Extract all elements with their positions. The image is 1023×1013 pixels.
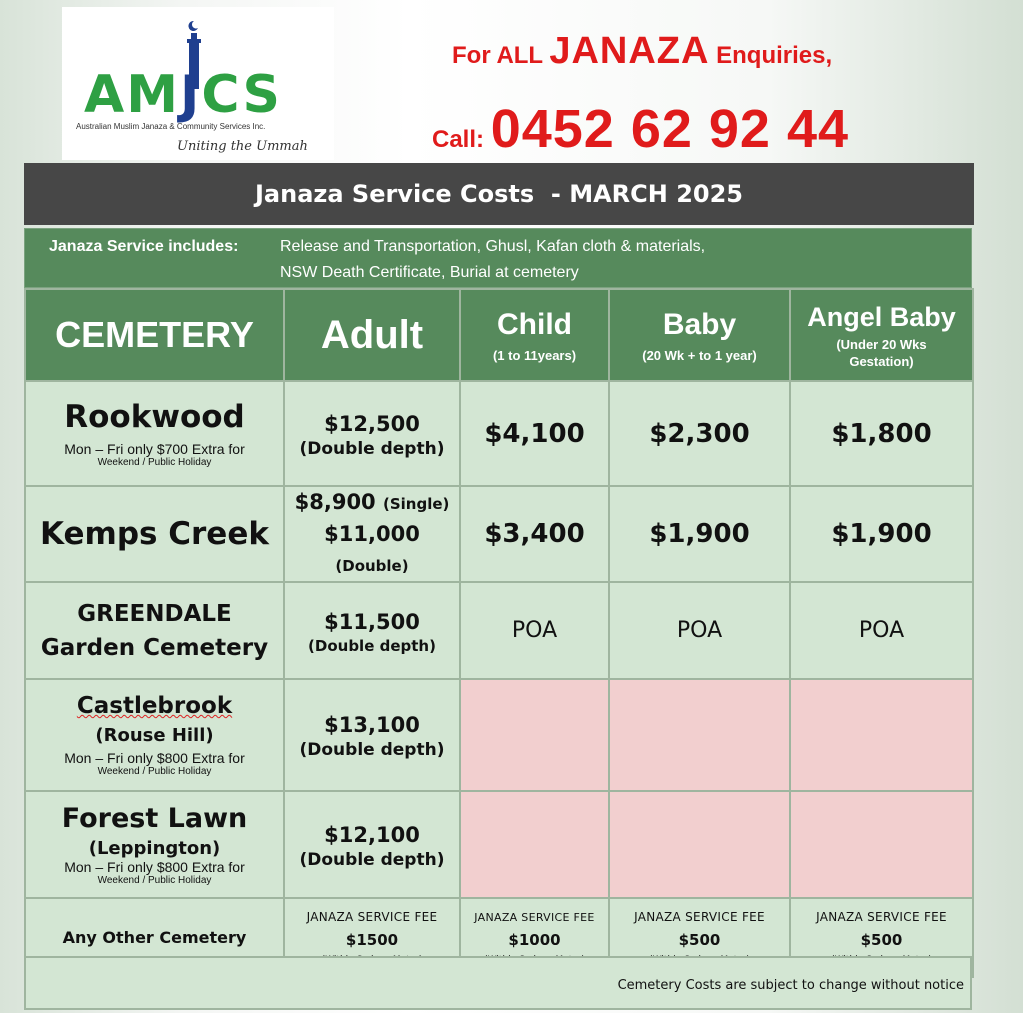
cemetery-greendale: GREENDALE Garden Cemetery bbox=[25, 582, 284, 679]
adult-price: $13,100 (Double depth) bbox=[284, 679, 460, 791]
cemetery-rookwood: Rookwood Mon – Fri only $700 Extra for Weekend / Public Holiday bbox=[25, 381, 284, 486]
angel-baby-price-empty bbox=[790, 679, 973, 791]
adult-price: $11,500 (Double depth) bbox=[284, 582, 460, 679]
includes-line-2: NSW Death Certificate, Burial at cemetery bbox=[280, 264, 579, 281]
adult-price: $12,100 (Double depth) bbox=[284, 791, 460, 898]
angel-baby-price-empty bbox=[790, 791, 973, 898]
header-angel-baby: Angel Baby (Under 20 Wks Gestation) bbox=[790, 289, 973, 381]
logo-wordmark: AMJCS bbox=[84, 65, 282, 125]
baby-fee: JANAZA SERVICE FEE $500 bbox=[609, 898, 790, 977]
baby-price-empty bbox=[609, 679, 790, 791]
cemetery-any-other: Any Other Cemetery bbox=[25, 898, 284, 977]
angel-baby-price: $1,800 bbox=[790, 381, 973, 486]
table-row bbox=[25, 679, 973, 791]
child-price-empty bbox=[460, 791, 609, 898]
child-price: $4,100 bbox=[460, 381, 609, 486]
baby-price: $2,300 bbox=[609, 381, 790, 486]
angel-baby-price: $1,900 bbox=[790, 486, 973, 582]
adult-price: $8,900 (Single) $11,000 (Double) bbox=[284, 486, 460, 582]
footnote: Cemetery Costs are subject to change without notice bbox=[24, 956, 972, 1010]
table-row bbox=[25, 381, 973, 486]
baby-price: $1,900 bbox=[609, 486, 790, 582]
baby-price-empty bbox=[609, 791, 790, 898]
header-cemetery: CEMETERY bbox=[25, 289, 284, 381]
header-adult: Adult bbox=[284, 289, 460, 381]
child-price: POA bbox=[460, 582, 609, 679]
logo-tagline: Uniting the Ummah bbox=[177, 139, 308, 154]
cemetery-kemps-creek: Kemps Creek bbox=[25, 486, 284, 582]
includes-label: Janaza Service includes: bbox=[49, 238, 239, 255]
table-row bbox=[25, 791, 973, 898]
enquiry-line: For ALL JANAZA Enquiries, bbox=[452, 30, 833, 72]
call-line: Call: 0452 62 92 44 bbox=[432, 99, 850, 159]
cost-table bbox=[24, 288, 974, 978]
cemetery-forest-lawn: Forest Lawn (Leppington) Mon – Fri only $800 Extra for Weekend / Public Holiday bbox=[25, 791, 284, 898]
header-baby: Baby (20 Wk + to 1 year) bbox=[609, 289, 790, 381]
adult-price: $12,500 (Double depth) bbox=[284, 381, 460, 486]
child-fee: JANAZA SERVICE FEE $1000 bbox=[460, 898, 609, 977]
angel-baby-fee: JANAZA SERVICE FEE $500 bbox=[790, 898, 973, 977]
includes-banner bbox=[24, 228, 972, 288]
logo bbox=[62, 7, 334, 160]
angel-baby-price: POA bbox=[790, 582, 973, 679]
child-price: $3,400 bbox=[460, 486, 609, 582]
table-row bbox=[25, 486, 973, 582]
baby-price: POA bbox=[609, 582, 790, 679]
adult-fee: JANAZA SERVICE FEE $1500 bbox=[284, 898, 460, 977]
header-row bbox=[25, 289, 973, 381]
phone-number[interactable]: 0452 62 92 44 bbox=[490, 99, 850, 159]
header-child: Child (1 to 11years) bbox=[460, 289, 609, 381]
cemetery-castlebrook: Castlebrook (Rouse Hill) Mon – Fri only $800 Extra for Weekend / Public Holiday bbox=[25, 679, 284, 791]
logo-org-name: Australian Muslim Janaza & Community Services Inc. bbox=[76, 122, 266, 131]
page-title: Janaza Service Costs - MARCH 2025 bbox=[24, 163, 974, 225]
includes-line-1: Release and Transportation, Ghusl, Kafan cloth & materials, bbox=[280, 238, 706, 255]
child-price-empty bbox=[460, 679, 609, 791]
table-row bbox=[25, 582, 973, 679]
